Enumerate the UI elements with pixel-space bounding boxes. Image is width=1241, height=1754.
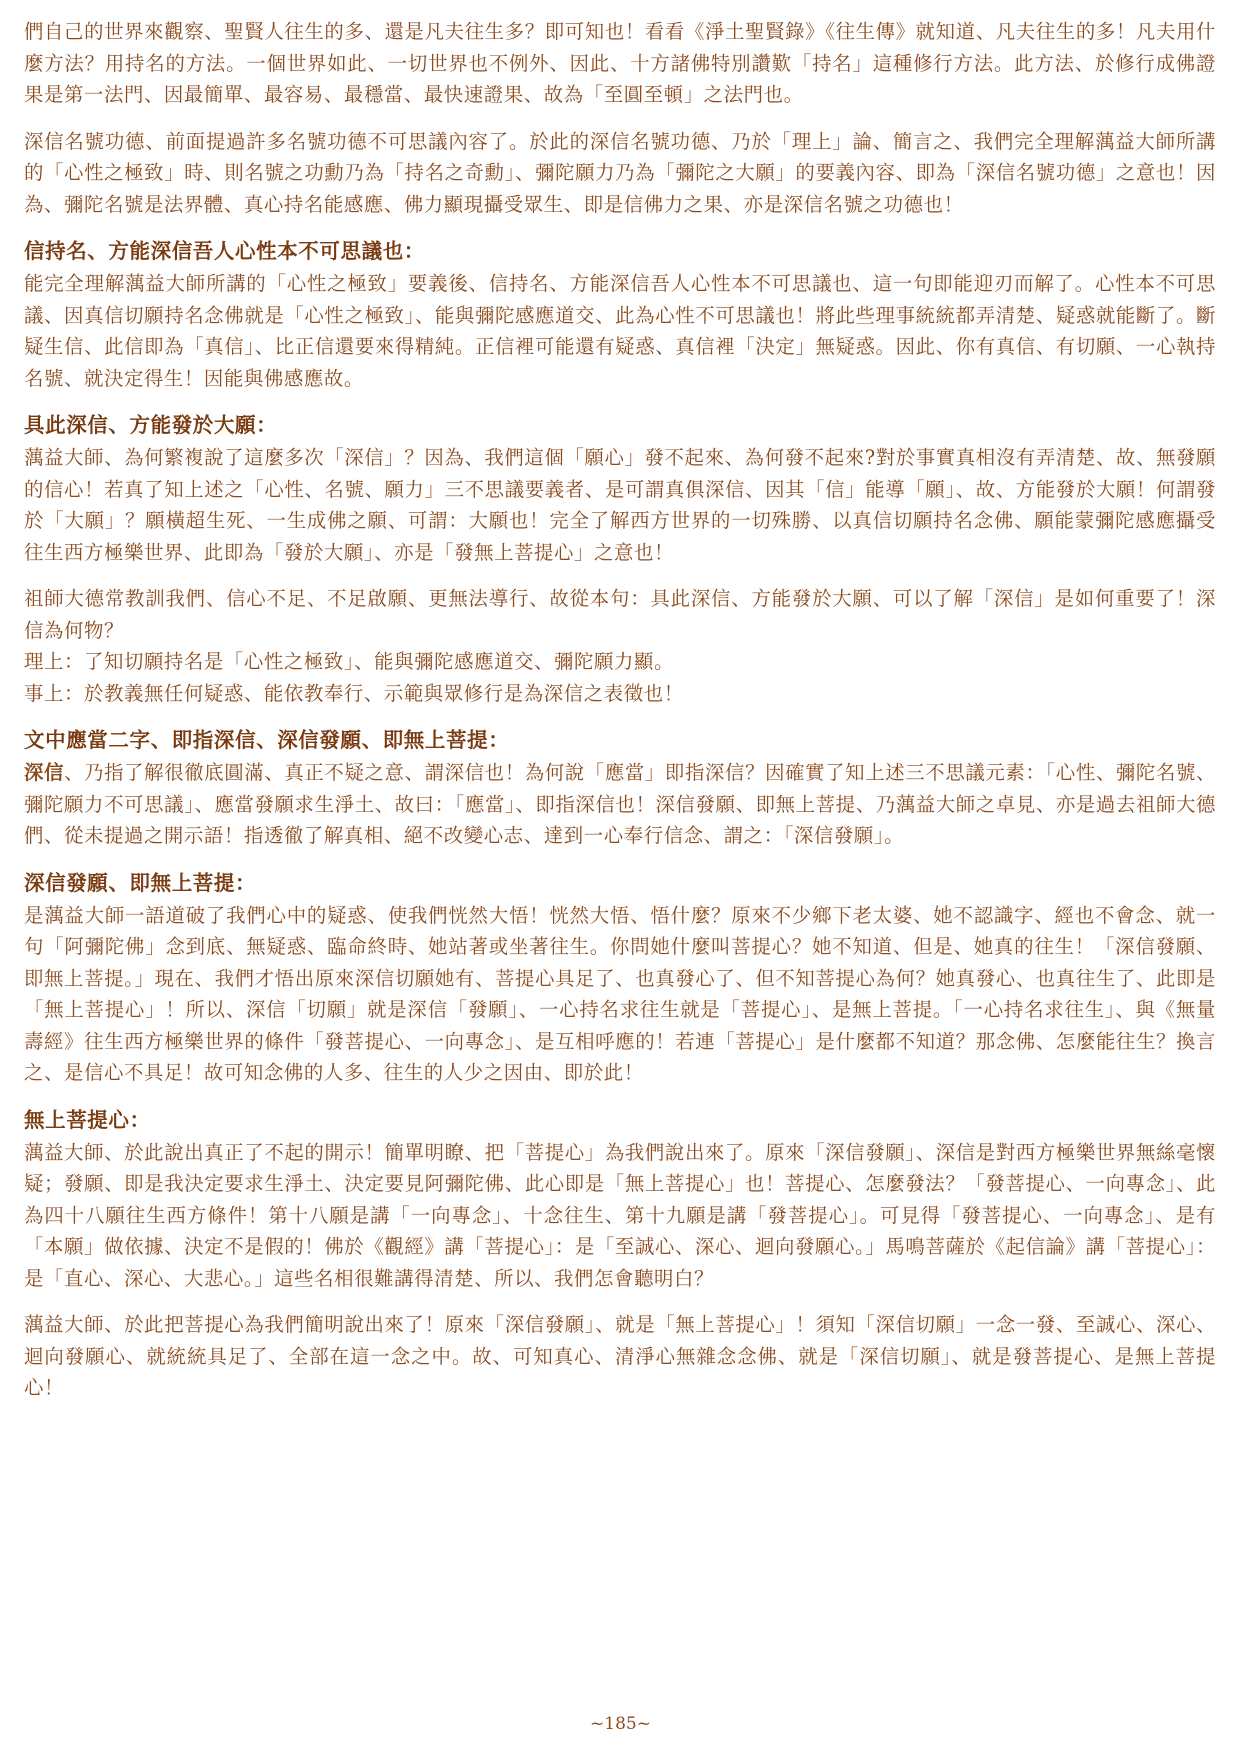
- paragraph: 能完全理解蕅益大師所講的「心性之極致」要義後、信持名、方能深信吾人心性本不可思議也、這一句即能迎刃而解了。心性本不可思議、因真信切願持名念佛就是「心性之極致」、能與彌陀感應道交、此為心性不可思議也！將此些理事統統都弄清楚、疑惑就能斷了。斷疑生信、此信即為「真信」、比正信還要來得精純。正信裡可能還有疑惑、真信裡「決定」無疑惑。因此、你有真信、有切願、一心執持名號、就決定得生！因能與佛感應故。: [24, 272, 1216, 390]
- paragraph: [24, 757, 1216, 852]
- paragraph: 事上：於教義無任何疑惑、能依教奉行、示範與眾修行是為深信之表徵也！: [24, 681, 684, 705]
- section-heading: 深信發願、即無上菩提：: [24, 870, 257, 895]
- paragraph: 是蕅益大師一語道破了我們心中的疑惑、使我們恍然大悟！恍然大悟、悟什麼？原來不少鄉下老太婆、她不認識字、經也不會念、就一句「阿彌陀佛」念到底、無疑惑、臨命終時、她站著或坐著往生。你問她什麼叫菩提心？她不知道、但是、她真的往生！「深信發願、即無上菩提。」現在、我們才悟出原來深信切願她有、菩提心具足了、也真發心了、但不知菩提心為何？她真發心、也真往生了、此即是「無上菩提心」！所以、深信「切願」就是深信「發願」、一心持名求往生就是「菩提心」、是無上菩提。「一心持名求往生」、與《無量壽經》往生西方極樂世界的條件「發菩提心、一向專念」、是互相呼應的！若連「菩提心」是什麼都不知道？那念佛、怎麼能往生？換言之、是信心不具足！故可知念佛的人多、往生的人少之因由、即於此！: [24, 903, 1216, 1084]
- paragraph: 理上：了知切願持名是「心性之極致」、能與彌陀感應道交、彌陀願力顯。: [24, 650, 674, 673]
- section-heading: 文中應當二字、即指深信、深信發願、即無上菩提：: [24, 728, 510, 752]
- paragraph: 蕅益大師、為何繁複說了這麼多次「深信」？因為、我們這個「願心」發不起來、為何發不起來?對於事實真相沒有弄清楚、故、無發願的信心！若真了知上述之「心性、名號、願力」三不思議要義者、是可謂真俱深信、因其「信」能導「願」、故、方能發於大願！何謂發於「大願」？願橫超生死、一生成佛之願、可謂：大願也！完全了解西方世界的一切殊勝、以真信切願持名念佛、願能蒙彌陀感應攝受往生西方極樂世界、此即為「發於大願」、亦是「發無上菩提心」之意也！: [24, 446, 1216, 564]
- paragraph: 們自己的世界來觀察、聖賢人往生的多、還是凡夫往生多？即可知也！看看《淨土聖賢錄》《往生傳》就知道、凡夫往生的多！凡夫用什麼方法？用持名的方法。一個世界如此、一切世界也不例外、因此、十方諸佛特別讚歎「持名」這種修行方法。此方法、於修行成佛證果是第一法門、因最簡單、最容易、最穩當、最快速證果、故為「至圓至頓」之法門也。: [24, 20, 1216, 106]
- section-heading: 具此深信、方能發於大願：: [24, 413, 278, 437]
- paragraph: 蕅益大師、於此把菩提心為我們簡明說出來了！原來「深信發願」、就是「無上菩提心」！須知「深信切願」一念一發、至誠心、深心、迴向發願心、就統統具足了、全部在這一念之中。故、可知真心、清淨心無雜念念佛、就是「深信切願」、就是發菩提心、是無上菩提心！: [24, 1313, 1216, 1399]
- section-heading: 無上菩提心：: [24, 1107, 151, 1132]
- bold-lead-term: 深信: [24, 761, 65, 784]
- document-body: [24, 16, 1216, 1419]
- paragraph-text: 、乃指了解很徹底圓滿、真正不疑之意、謂深信也！為何說「應當」即指深信？因確實了知上述三不思議元素：「心性、彌陀名號、彌陀願力不可思議」、應當發願求生淨土、故曰：「應當」、即指深信也！深信發願、即無上菩提、乃蕅益大師之卓見、亦是過去祖師大德們、從未提過之開示語！指透徹了解真相、絕不改變心志、達到一心奉行信念、謂之：「深信發願」。: [24, 761, 1216, 847]
- paragraph: 蕅益大師、於此說出真正了不起的開示！簡單明瞭、把「菩提心」為我們說出來了。原來「深信發願」、深信是對西方極樂世界無絲毫懷疑；發願、即是我決定要求生淨土、決定要見阿彌陀佛、此心即是「無上菩提心」也！菩提心、怎麼發法？「發菩提心、一向專念」、此為四十八願往生西方條件！第十八願是講「一向專念」、十念往生、第十九願是講「發菩提心」。可見得「發菩提心、一向專念」、是有「本願」做依據、決定不是假的！佛於《觀經》講「菩提心」：是「至誠心、深心、迴向發願心。」馬鳴菩薩於《起信論》講「菩提心」：是「直心、深心、大悲心。」這些名相很難講得清楚、所以、我們怎會聽明白？: [24, 1140, 1216, 1290]
- paragraph: 深信名號功德、前面提過許多名號功德不可思議內容了。於此的深信名號功德、乃於「理上」論、簡言之、我們完全理解蕅益大師所講的「心性之極致」時、則名號之功勳乃為「持名之奇勳」、彌陀願力乃為「彌陀之大願」的要義內容、即為「深信名號功德」之意也！因為、彌陀名號是法界體、真心持名能感應、佛力顯現攝受眾生、即是信佛力之果、亦是深信名號之功德也！: [24, 129, 1216, 216]
- page-number: ~185~: [590, 1714, 651, 1734]
- paragraph: 祖師大德常教訓我們、信心不足、不足啟願、更無法導行、故從本句：具此深信、方能發於大願、可以了解「深信」是如何重要了！深信為何物？: [24, 587, 1216, 642]
- section-heading: 信持名、方能深信吾人心性本不可思議也：: [24, 239, 425, 263]
